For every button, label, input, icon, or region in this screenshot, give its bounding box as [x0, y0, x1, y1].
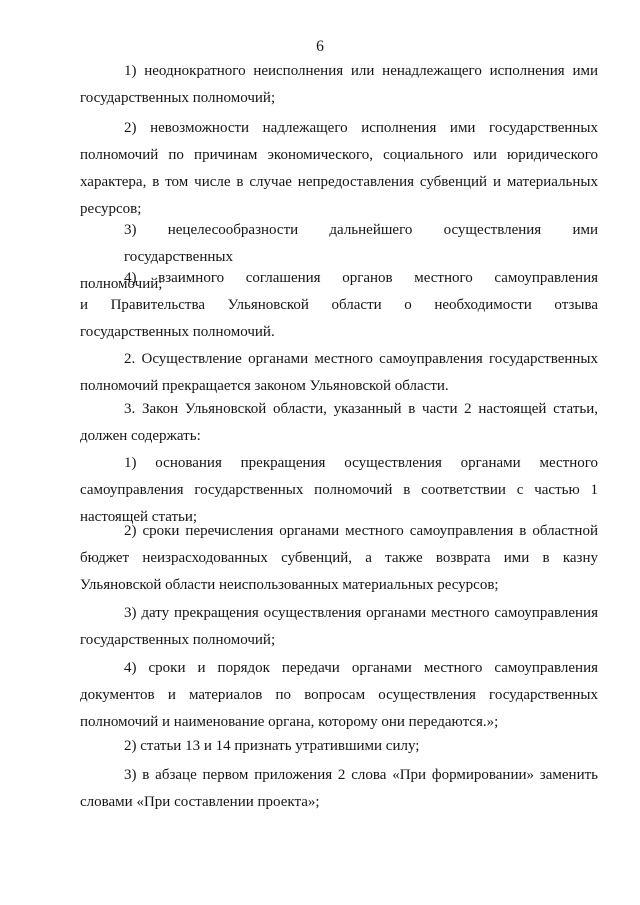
paragraph-2: [80, 115, 598, 223]
text-line: 2. Осуществление органами местного самоуправления государственных: [124, 351, 598, 367]
paragraph-9: [80, 600, 598, 654]
text-line: самоуправления государственных полномочий в соответствии с частью 1: [80, 482, 598, 498]
text-line: 3. Закон Ульяновской области, указанный в части 2 настоящей статьи,: [124, 401, 598, 417]
paragraph-12: [80, 762, 598, 816]
text-line: государственных полномочий;: [80, 90, 276, 106]
text-line: полномочий и наименование органа, которому они передаются.»;: [80, 714, 499, 730]
text-line: 2) статьи 13 и 14 признать утратившими силу;: [124, 738, 420, 754]
paragraph-6: [80, 396, 598, 450]
paragraph-4: [80, 265, 598, 346]
text-line: Ульяновской области неиспользованных материальных ресурсов;: [80, 577, 499, 593]
text-line: полномочий;: [80, 276, 163, 292]
text-line: настоящей статьи;: [80, 509, 198, 525]
text-line: ресурсов;: [80, 201, 142, 217]
text-line: 3) в абзаце первом приложения 2 слова «При формировании» заменить: [124, 767, 598, 783]
text-line: 2) сроки перечисления органами местного самоуправления в областной: [124, 523, 598, 539]
text-line: 4) сроки и порядок передачи органами местного самоуправления: [124, 660, 598, 676]
text-line: и Правительства Ульяновской области о необходимости отзыва: [80, 297, 598, 313]
paragraph-5: [80, 346, 598, 400]
text-line: 1) основания прекращения осуществления органами местного: [124, 455, 598, 471]
paragraph-1: [80, 58, 598, 112]
text-line: документов и материалов по вопросам осуществления государственных: [80, 687, 598, 703]
text-line: государственных полномочий.: [80, 324, 275, 340]
paragraph-8: [80, 518, 598, 599]
text-line: 1) неоднократного неисполнения или ненадлежащего исполнения ими: [124, 63, 598, 79]
paragraph-10: [80, 655, 598, 736]
text-line: государственных полномочий;: [80, 632, 276, 648]
text-line: полномочий прекращается законом Ульяновской области.: [80, 378, 449, 394]
text-line: 4) взаимного соглашения органов местного самоуправления: [124, 270, 598, 286]
text-line: 3) нецелесообразности дальнейшего осуществления ими государственных: [124, 222, 598, 265]
text-line: характера, в том числе в случае непредоставления субвенций и материальных: [80, 174, 598, 190]
text-line: полномочий по причинам экономического, социального или юридического: [80, 147, 598, 163]
text-line: 3) дату прекращения осуществления органами местного самоуправления: [124, 605, 598, 621]
page-number: 6: [316, 38, 324, 55]
paragraph-11: [80, 733, 598, 760]
text-line: 2) невозможности надлежащего исполнения ими государственных: [124, 120, 598, 136]
text-line: словами «При составлении проекта»;: [80, 794, 320, 810]
text-line: должен содержать:: [80, 428, 201, 444]
text-line: бюджет неизрасходованных субвенций, а также возврата ими в казну: [80, 550, 598, 566]
